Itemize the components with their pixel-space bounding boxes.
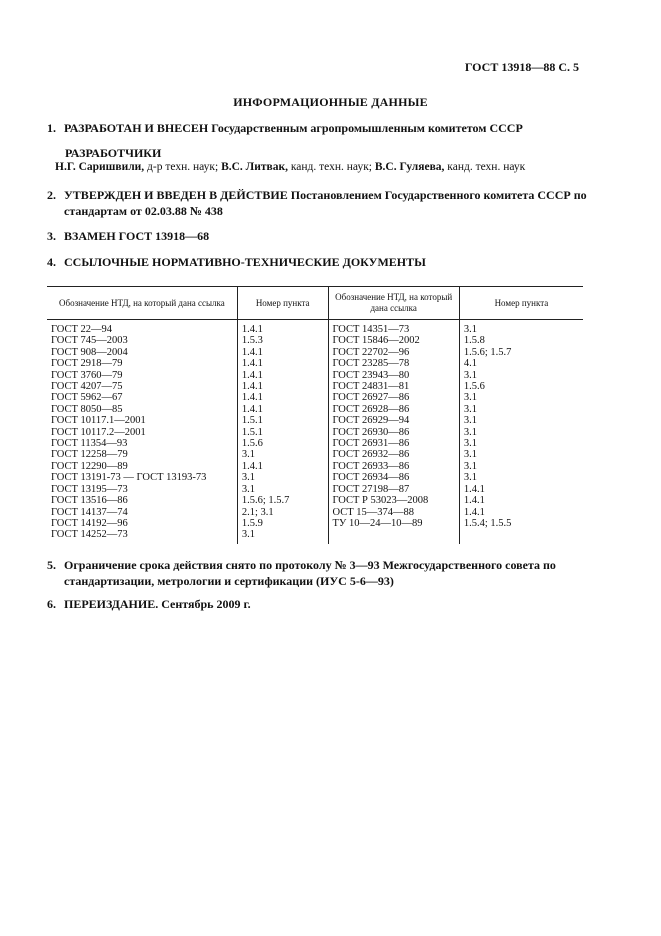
doc-designation-cell: ГОСТ 10117.1—2001: [51, 415, 146, 427]
clause-number-cell: 1.5.1: [237, 427, 328, 438]
doc-designation-cell: ГОСТ 14252—73: [51, 529, 128, 541]
item-1-text: Государственным агропромышленным комитетом СССР: [208, 121, 523, 135]
section-title: ИНФОРМАЦИОННЫЕ ДАННЫЕ: [233, 95, 428, 109]
clause-number-cell: 1.5.6: [237, 438, 328, 449]
clause-number-cell: 3.1: [459, 438, 583, 449]
column-header-clause-2: Номер пункта: [459, 287, 583, 320]
clause-number-cell: 1.4.1: [237, 392, 328, 403]
item-4: [47, 255, 426, 270]
developer-2-name: В.С. Литвак,: [218, 161, 288, 173]
table-row: [47, 381, 583, 392]
item-1-number: 1.: [47, 121, 56, 135]
clause-number-cell: 1.5.3: [237, 335, 328, 346]
doc-designation-cell: ГОСТ 27198—87: [328, 484, 459, 495]
table-row: [47, 358, 583, 369]
clause-number-cell: 1.5.1: [237, 415, 328, 426]
table-row: [47, 529, 583, 543]
column-header-clause-1: Номер пункта: [237, 287, 328, 320]
doc-designation-cell: ОСТ 15—374—88: [328, 507, 459, 518]
table-row: [47, 518, 583, 529]
clause-number-cell: 3.1: [459, 472, 583, 483]
doc-designation-cell: ГОСТ 745—2003: [51, 335, 128, 347]
clause-number-cell: 1.4.1: [459, 484, 583, 495]
table-row: [47, 320, 583, 336]
developer-1-degree: д-р техн. наук;: [144, 161, 219, 173]
table-row: [47, 415, 583, 426]
clause-number-cell: 3.1: [459, 370, 583, 381]
item-1-heading: РАЗРАБОТАН И ВНЕСЕН: [64, 121, 209, 135]
doc-designation-cell: ГОСТ 22702—96: [328, 347, 459, 358]
doc-designation-cell: ГОСТ 26927—86: [328, 392, 459, 403]
clause-number-cell: 1.5.6; 1.5.7: [459, 347, 583, 358]
doc-designation-cell: ГОСТ 26933—86: [328, 461, 459, 472]
clause-number-cell: 1.5.6: [459, 381, 583, 392]
table-row: [47, 335, 583, 346]
doc-designation-cell: ГОСТ 12290—89: [51, 460, 128, 472]
table-row: [47, 347, 583, 358]
doc-designation-cell: [328, 529, 459, 543]
doc-designation-cell: ГОСТ 8050—85: [51, 403, 123, 415]
doc-designation-cell: ГОСТ 2918—79: [51, 358, 123, 370]
clause-number-cell: 3.1: [459, 461, 583, 472]
clause-number-cell: 1.4.1: [237, 461, 328, 472]
table-row: [47, 484, 583, 495]
item-2-heading: УТВЕРЖДЕН И ВВЕДЕН В ДЕЙСТВИЕ: [64, 188, 288, 202]
item-5-text: Ограничение срока действия снято по протоколу № 3—93 Межгосударственного совета по стандартизации, метрологии и сертификации (ИУС 5-6—93): [64, 558, 556, 588]
doc-designation-cell: ГОСТ 13195—73: [51, 483, 128, 495]
clause-number-cell: 1.5.8: [459, 335, 583, 346]
doc-designation-cell: ГОСТ 26934—86: [328, 472, 459, 483]
clause-number-cell: 1.4.1: [237, 404, 328, 415]
doc-designation-cell: ГОСТ 13516—86: [51, 495, 128, 507]
table-row: [47, 438, 583, 449]
table-row: [47, 461, 583, 472]
page-header: ГОСТ 13918—88 С. 5: [464, 60, 579, 74]
column-header-designation-1: Обозначение НТД, на который дана ссылка: [47, 287, 237, 320]
doc-designation-cell: ГОСТ 14192—96: [51, 517, 128, 529]
table-row: [47, 427, 583, 438]
doc-designation-cell: ГОСТ 3760—79: [51, 369, 123, 381]
doc-designation-cell: ГОСТ 11354—93: [51, 438, 128, 450]
table-row: [47, 449, 583, 460]
clause-number-cell: 1.5.4; 1.5.5: [459, 518, 583, 529]
item-4-heading: ССЫЛОЧНЫЕ НОРМАТИВНО-ТЕХНИЧЕСКИЕ ДОКУМЕНТЫ: [64, 255, 426, 269]
doc-designation-cell: ГОСТ 26932—86: [328, 449, 459, 460]
clause-number-cell: 4.1: [459, 358, 583, 369]
doc-designation-cell: ГОСТ 23943—80: [328, 370, 459, 381]
doc-designation-cell: ГОСТ 10117.2—2001: [51, 426, 146, 438]
doc-designation-cell: ГОСТ 5962—67: [51, 392, 123, 404]
developer-3-degree: канд. техн. наук: [444, 161, 526, 173]
developers-list: [55, 161, 525, 173]
clause-number-cell: 3.1: [459, 427, 583, 438]
table-row: [47, 392, 583, 403]
doc-designation-cell: ГОСТ 13191-73 — ГОСТ 13193-73: [51, 472, 207, 484]
doc-designation-cell: ГОСТ 26929—94: [328, 415, 459, 426]
clause-number-cell: 1.4.1: [459, 495, 583, 506]
clause-number-cell: 2.1; 3.1: [237, 507, 328, 518]
item-2: [47, 187, 604, 219]
table-row: [47, 370, 583, 381]
clause-number-cell: 1.4.1: [237, 320, 328, 336]
table-row: [47, 404, 583, 415]
developers-label: РАЗРАБОТЧИКИ: [65, 146, 162, 160]
item-1: [47, 121, 523, 136]
developer-2-degree: канд. техн. наук;: [287, 161, 372, 173]
doc-designation-cell: ГОСТ 4207—75: [51, 381, 123, 393]
clause-number-cell: 3.1: [459, 449, 583, 460]
item-6: [47, 597, 251, 612]
clause-number-cell: 3.1: [459, 415, 583, 426]
clause-number-cell: 1.5.9: [237, 518, 328, 529]
doc-designation-cell: ГОСТ 26931—86: [328, 438, 459, 449]
clause-number-cell: 1.4.1: [237, 358, 328, 369]
table-row: [47, 495, 583, 506]
developer-3-name: В.С. Гуляева,: [371, 161, 445, 173]
item-4-number: 4.: [47, 255, 56, 269]
table-header-row: [47, 287, 583, 320]
table-row: [47, 507, 583, 518]
doc-designation-cell: ТУ 10—24—10—89: [328, 518, 459, 529]
doc-designation-cell: ГОСТ 26930—86: [328, 427, 459, 438]
reference-docs-table: [47, 286, 583, 544]
doc-designation-cell: ГОСТ Р 53023—2008: [328, 495, 459, 506]
clause-number-cell: 1.5.6; 1.5.7: [237, 495, 328, 506]
clause-number-cell: 3.1: [237, 484, 328, 495]
doc-designation-cell: ГОСТ 908—2004: [51, 346, 128, 358]
column-header-designation-2: Обозначение НТД, на который дана ссылка: [328, 287, 459, 320]
doc-designation-cell: ГОСТ 23285—78: [328, 358, 459, 369]
item-3: [47, 229, 209, 244]
clause-number-cell: 3.1: [237, 529, 328, 543]
doc-designation-cell: ГОСТ 26928—86: [328, 404, 459, 415]
clause-number-cell: [459, 529, 583, 543]
item-3-number: 3.: [47, 229, 56, 243]
doc-designation-cell: ГОСТ 22—94: [51, 324, 113, 335]
clause-number-cell: 3.1: [459, 392, 583, 403]
doc-designation-cell: ГОСТ 24831—81: [328, 381, 459, 392]
item-5: [47, 557, 604, 589]
clause-number-cell: 3.1: [459, 404, 583, 415]
doc-designation-cell: ГОСТ 14351—73: [328, 320, 459, 336]
developer-1-name: Н.Г. Саришвили,: [55, 161, 145, 173]
clause-number-cell: 1.4.1: [237, 370, 328, 381]
clause-number-cell: 1.4.1: [237, 347, 328, 358]
clause-number-cell: 3.1: [459, 320, 583, 336]
doc-designation-cell: ГОСТ 14137—74: [51, 506, 128, 518]
clause-number-cell: 1.4.1: [237, 381, 328, 392]
table-row: [47, 472, 583, 483]
clause-number-cell: 3.1: [237, 449, 328, 460]
item-3-heading: ВЗАМЕН ГОСТ 13918—68: [64, 229, 210, 243]
doc-designation-cell: ГОСТ 15846—2002: [328, 335, 459, 346]
item-2-number: 2.: [47, 188, 56, 202]
table-body: [47, 320, 583, 544]
clause-number-cell: 3.1: [237, 472, 328, 483]
item-6-text: ПЕРЕИЗДАНИЕ. Сентябрь 2009 г.: [64, 597, 251, 611]
item-2-text: Постановлением Государственного комитета СССР по стандартам от 02.03.88 № 438: [64, 188, 587, 218]
doc-designation-cell: ГОСТ 12258—79: [51, 449, 128, 461]
item-6-number: 6.: [47, 597, 56, 611]
item-5-number: 5.: [47, 558, 56, 572]
clause-number-cell: 1.4.1: [459, 507, 583, 518]
